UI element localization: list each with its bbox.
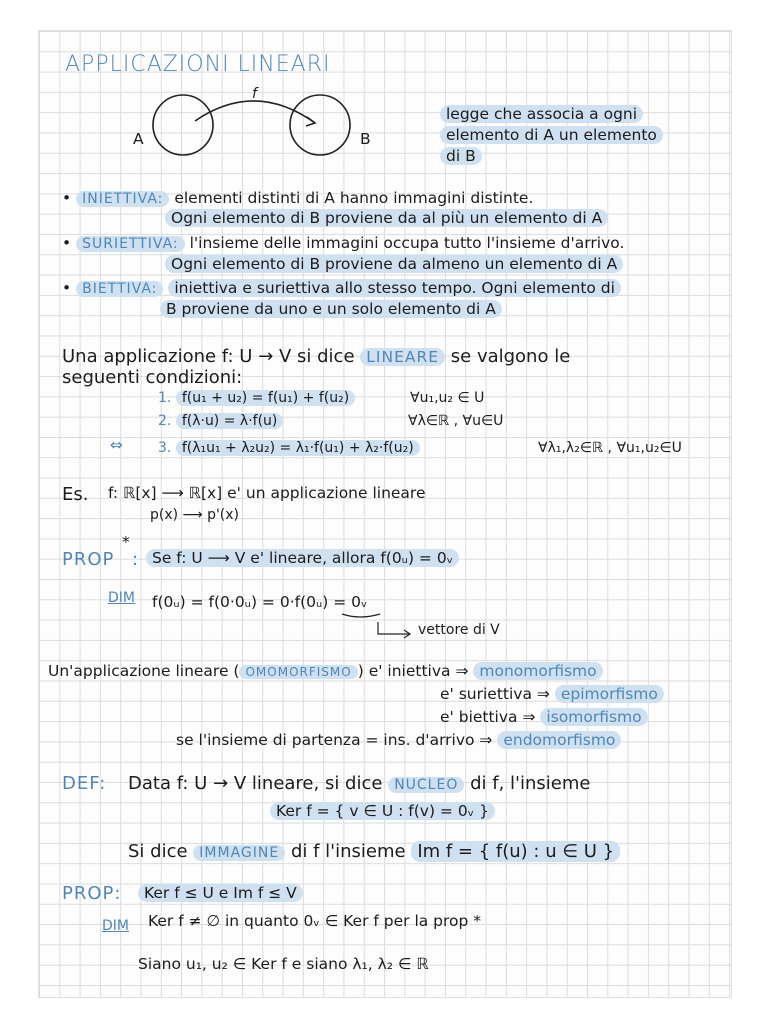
condition-1-quantifier: ∀u₁,u₂ ∈ U xyxy=(410,390,485,406)
bullet-text-hl: B proviene da uno e un solo elemento di A xyxy=(160,300,502,318)
iff-symbol: ⇔ xyxy=(110,436,123,454)
set-b-circle xyxy=(290,95,350,155)
term-nucleo: NUCLEO xyxy=(388,777,464,793)
bullet-suriettiva: • SURIETTIVA: l'insieme delle immagini occupa tutto l'insieme d'arrivo. xyxy=(62,234,625,252)
cond-formula: f(λ·u) = λ·f(u) xyxy=(176,413,284,429)
dim-label: DIM xyxy=(108,590,135,606)
cond-number: 3. xyxy=(158,440,172,456)
bullet-text: elementi distinti di A hanno immagini distinte. xyxy=(174,189,534,207)
morphism-row-3 xyxy=(440,709,648,727)
cond-number: 2. xyxy=(158,413,172,429)
img-text-part: Si dice xyxy=(128,841,188,862)
condition-1 xyxy=(158,390,355,406)
morphism-row-4 xyxy=(176,732,621,750)
bullet-line2 xyxy=(160,301,502,319)
def-text-part: di f, l'insieme xyxy=(470,773,591,794)
term-endomorfismo: endomorfismo xyxy=(497,731,621,749)
img-text-part: di f l'insieme xyxy=(290,841,406,862)
morphism-row-2 xyxy=(440,686,664,704)
definition-line: di B xyxy=(440,147,482,165)
linear-intro xyxy=(62,347,570,368)
morphism-text: se l'insieme di partenza = ins. d'arrivo ⇒ xyxy=(176,731,493,749)
condition-2 xyxy=(158,413,283,429)
bullet-biettiva: • BIETTIVA: iniettiva e suriettiva allo stesso tempo. Ogni elemento di xyxy=(62,280,621,298)
bullet-text: l'insieme delle immagini occupa tutto l'insieme d'arrivo. xyxy=(189,234,625,252)
condition-3-quantifier: ∀λ₁,λ₂∈ℝ , ∀u₁,u₂∈U xyxy=(538,440,682,456)
bullet-text-hl: Ogni elemento di B proviene da al più un elemento di A xyxy=(165,209,608,227)
morphism-text: Un'applicazione lineare ( xyxy=(48,662,240,680)
example-line1: f: ℝ[x] ⟶ ℝ[x] e' un applicazione lineare xyxy=(108,484,426,502)
term-suriettiva: SURIETTIVA: xyxy=(76,236,185,252)
bullet-text: iniettiva e suriettiva allo stesso tempo. Ogni elemento di xyxy=(168,279,621,297)
def-label: DEF: xyxy=(62,773,107,794)
dim2-label: DIM xyxy=(102,918,129,934)
prop1-star: * xyxy=(122,533,130,551)
definition-line: elemento di A un elemento xyxy=(440,126,663,144)
bullet-iniettiva: • INIETTIVA: elementi distinti di A hanno immagini distinte. xyxy=(62,189,534,207)
dim-note: vettore di V xyxy=(418,622,500,638)
morphism-text: ) e' iniettiva ⇒ xyxy=(357,662,469,680)
cond-number: 1. xyxy=(158,390,172,406)
cond-formula: f(u₁ + u₂) = f(u₁) + f(u₂) xyxy=(176,390,355,406)
cond-formula: f(λ₁u₁ + λ₂u₂) = λ₁·f(u₁) + λ₂·f(u₂) xyxy=(176,440,420,456)
condition-3 xyxy=(158,440,420,456)
label-b: B xyxy=(360,130,371,148)
def-text-part: Data f: U → V lineare, si dice xyxy=(128,773,383,794)
term-isomorfismo: isomorfismo xyxy=(540,708,647,726)
ker-definition xyxy=(270,803,495,821)
prop1-text: Se f: U ⟶ V e' lineare, allora f(0ᵤ) = 0ᵥ xyxy=(146,549,459,567)
example-label: Es. xyxy=(62,484,89,505)
condition-2-quantifier: ∀λ∈ℝ , ∀u∈U xyxy=(408,413,504,429)
dim2-line2: Siano u₁, u₂ ∈ Ker f e siano λ₁, λ₂ ∈ ℝ xyxy=(138,955,429,973)
set-a-circle xyxy=(153,95,213,155)
linear-intro-text: se valgono le xyxy=(450,346,571,367)
term-immagine: IMMAGINE xyxy=(193,845,285,861)
prop2-statement xyxy=(138,885,303,903)
page-title: APPLICAZIONI LINEARI xyxy=(65,52,331,77)
definition-line: legge che associa a ogni xyxy=(440,105,643,123)
bullet-text-hl: Ogni elemento di B proviene da almeno un elemento di A xyxy=(165,255,623,273)
prop2-label: PROP: xyxy=(62,883,122,904)
morphism-intro xyxy=(48,663,603,681)
linear-intro-text: Una applicazione f: U → V si dice xyxy=(62,346,355,367)
term-monomorfismo: monomorfismo xyxy=(473,662,602,680)
term-omomorfismo: OMOMORFISMO xyxy=(239,665,357,679)
diagram-definition xyxy=(440,104,663,167)
linear-intro-line2: seguenti condizioni: xyxy=(62,367,243,388)
prop2-text: Ker f ≤ U e Im f ≤ V xyxy=(138,884,303,902)
mapping-diagram xyxy=(120,85,370,165)
term-iniettiva: INIETTIVA: xyxy=(76,191,169,207)
bullet-line2 xyxy=(165,256,623,274)
img-text xyxy=(128,842,620,863)
prop1-colon: : xyxy=(132,549,139,570)
morphism-text: e' biettiva ⇒ xyxy=(440,708,536,726)
im-formula: Im f = { f(u) : u ∈ U } xyxy=(411,841,620,862)
label-a: A xyxy=(133,130,144,148)
label-f: f xyxy=(252,86,257,102)
morphism-text: e' suriettiva ⇒ xyxy=(440,685,550,703)
example-line2: p(x) ⟶ p'(x) xyxy=(150,507,240,523)
prop1-label: PROP xyxy=(62,549,115,570)
note-arrow xyxy=(340,610,420,640)
ker-formula: Ker f = { v ∈ U : f(v) = 0ᵥ } xyxy=(270,802,495,820)
dim2-line1: Ker f ≠ ∅ in quanto 0ᵥ ∈ Ker f per la prop * xyxy=(148,912,482,930)
bullet-line2 xyxy=(165,210,608,228)
dim-formula: f(0ᵤ) = f(0·0ᵤ) = 0·f(0ᵤ) = 0ᵥ xyxy=(152,593,368,611)
term-lineare: LINEARE xyxy=(360,348,445,366)
prop1-statement xyxy=(146,550,459,568)
term-biettiva: BIETTIVA: xyxy=(76,281,163,297)
def-text xyxy=(128,774,590,795)
term-epimorfismo: epimorfismo xyxy=(555,685,664,703)
